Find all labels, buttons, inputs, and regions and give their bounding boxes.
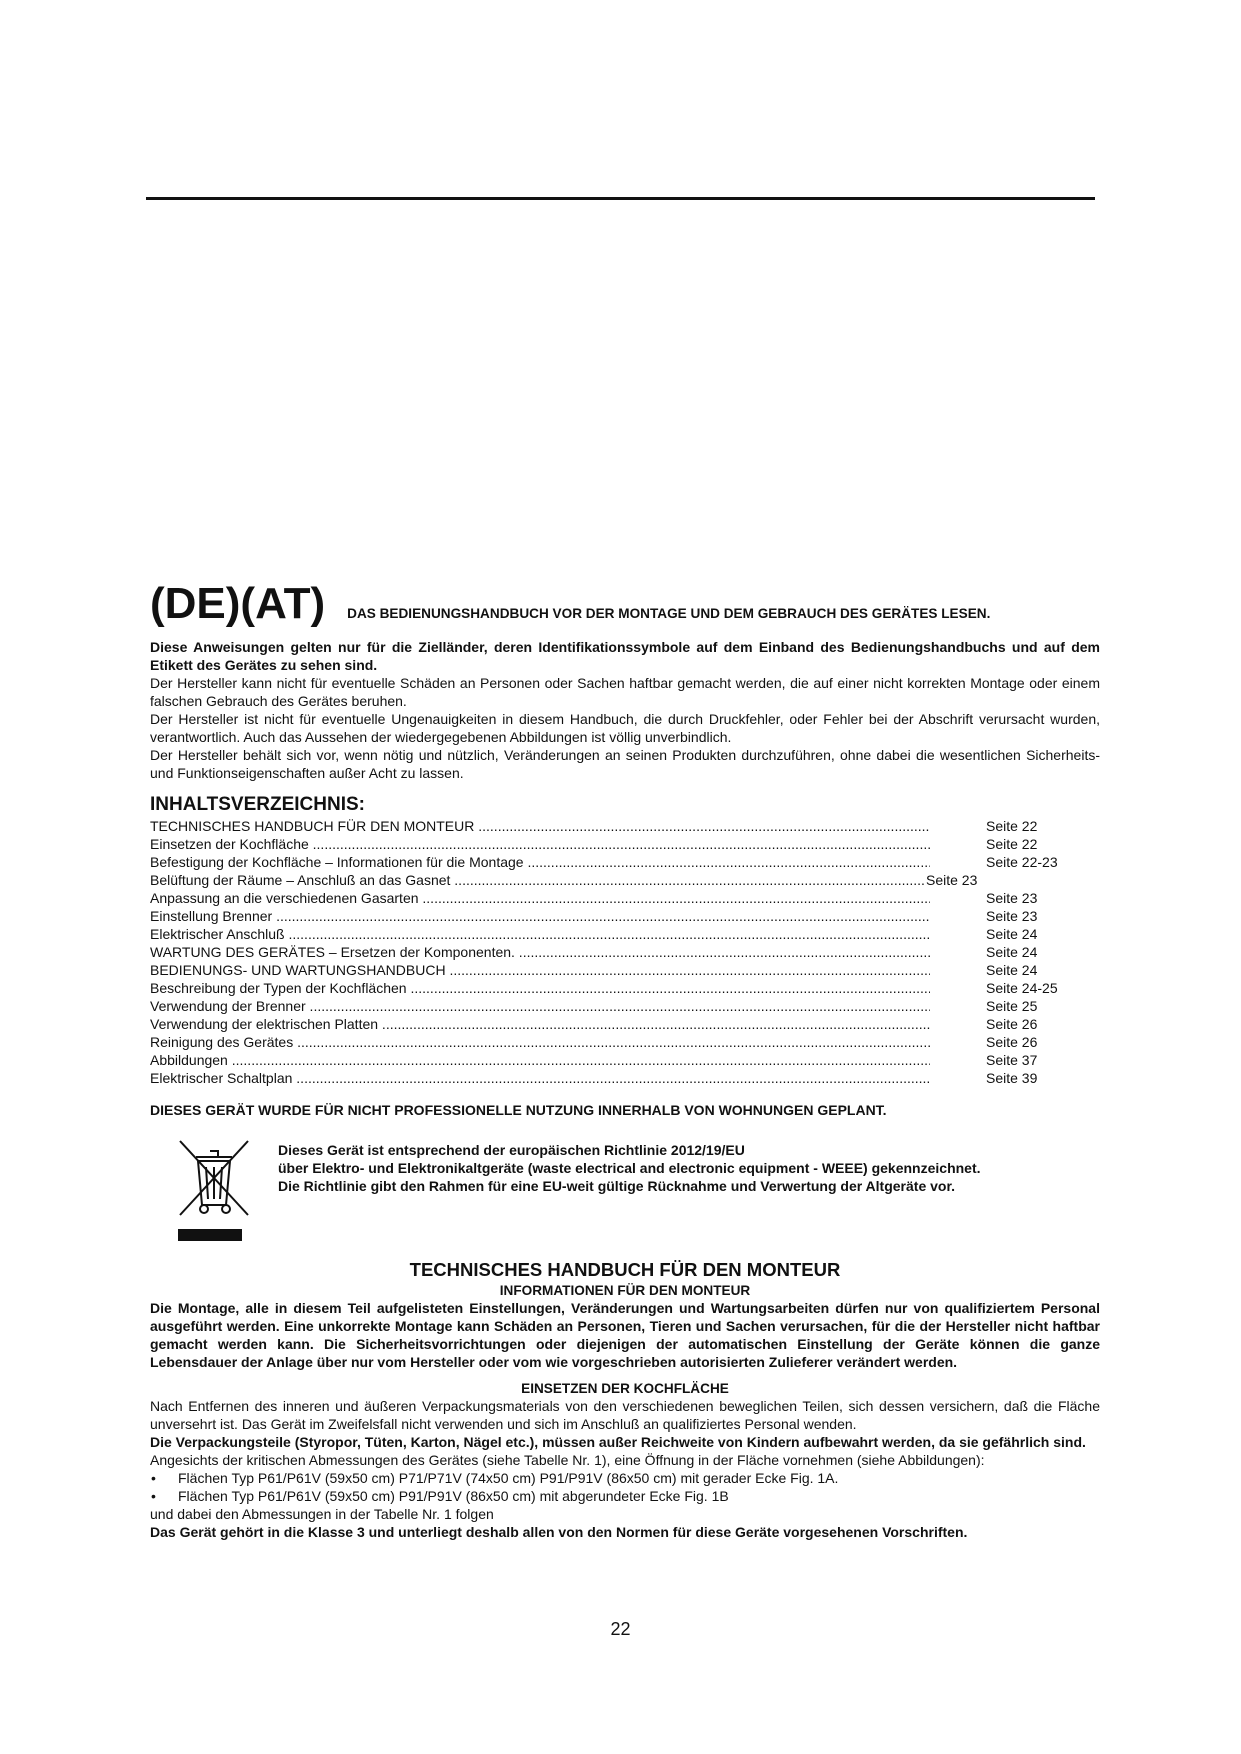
toc-entry xyxy=(150,979,1100,997)
top-horizontal-rule xyxy=(146,197,1095,200)
intro-bold-paragraph: Diese Anweisungen gelten nur für die Zielländer, deren Identifikationssymbole auf dem Einband des Bedienungshandbuchs und auf dem Etikett des Gerätes zu sehen sind. xyxy=(150,639,1100,673)
toc-entry xyxy=(150,1033,1100,1051)
weee-line: Die Richtlinie gibt den Rahmen für eine EU-weit gültige Rücknahme und Verwertung der Altgeräte vor. xyxy=(278,1178,956,1194)
toc-entry-label: Einstellung Brenner ..... xyxy=(150,907,930,925)
toc-entry-label: Anpassung an die verschiedenen Gasarten ..... xyxy=(150,889,930,907)
installation-paragraph: und dabei den Abmessungen in der Tabelle Nr. 1 folgen xyxy=(150,1506,494,1522)
weee-line: über Elektro- und Elektronikaltgeräte (waste electrical and electronic equipment - WEEE) gekennzeichnet. xyxy=(278,1160,981,1176)
toc-entry-page: Seite 23 xyxy=(986,908,1038,924)
toc-entry-page: Seite 23 xyxy=(926,872,978,888)
intro-paragraph: Der Hersteller behält sich vor, wenn nötig und nützlich, Veränderungen an seinen Produkten durchzuführen, ohne dabei die wesentlichen Sicherheits- und Funktionseigenschaften außer Acht zu lassen. xyxy=(150,747,1100,781)
toc-entry xyxy=(150,1015,1100,1033)
page-number: 22 xyxy=(610,1619,631,1639)
toc-entry xyxy=(150,1069,1100,1087)
weee-notice xyxy=(150,1135,1100,1245)
intro-paragraph: Der Hersteller ist nicht für eventuelle Ungenauigkeiten in diesem Handbuch, die durch Druckfehler, oder Fehler bei der Abschrift verursacht wurden, verantwortlich. Auch das Aussehen der wiedergegebenen Abbildungen ist völlig unverbindlich. xyxy=(150,711,1100,745)
toc-entry-page: Seite 22 xyxy=(986,818,1038,834)
toc-entry-label: Verwendung der Brenner ..... xyxy=(150,997,930,1015)
installer-info-paragraph: Die Montage, alle in diesem Teil aufgelisteten Einstellungen, Veränderungen und Wartungsarbeiten dürfen nur von qualifiziertem Personal ausgeführt werden. Eine unkorrekte Montage kann Schäden an Personen, Tieren und Sachen verursachen, für die der Hersteller nicht haftbar gemacht werden kann. Die Sicherheitsvorrichtungen oder diejenigen der automatischen Einstellung der Geräte können die ganze Lebensdauer der Anlage über nur vom Hersteller oder vom wie vorgeschrieben autorisierten Zulieferer verändert werden. xyxy=(150,1300,1100,1370)
language-code: (DE)(AT) xyxy=(150,579,326,628)
hob-type-list xyxy=(150,1469,1100,1505)
toc-entry-label: TECHNISCHES HANDBUCH FÜR DEN MONTEUR ..... xyxy=(150,817,930,835)
toc-title: INHALTSVERZEICHNIS: xyxy=(150,794,365,815)
toc-entry-page: Seite 39 xyxy=(986,1070,1038,1086)
read-manual-headline: DAS BEDIENUNGSHANDBUCH VOR DER MONTAGE UND DEM GEBRAUCH DES GERÄTES LESEN. xyxy=(347,606,991,621)
toc-entry xyxy=(150,853,1100,871)
toc-entry-page: Seite 37 xyxy=(986,1052,1038,1068)
page-content xyxy=(150,580,1100,1541)
intro-paragraph: Der Hersteller kann nicht für eventuelle Schäden an Personen oder Sachen haftbar gemacht werden, die auf einer nicht korrekten Montage oder einem falschen Gebrauch des Gerätes beruhen. xyxy=(150,675,1100,709)
toc-entry-label: Verwendung der elektrischen Platten ..... xyxy=(150,1015,930,1033)
toc-entry-label: Beschreibung der Typen der Kochflächen ..... xyxy=(150,979,930,997)
table-of-contents xyxy=(150,817,1100,1087)
toc-entry-label: Abbildungen ..... xyxy=(150,1051,930,1069)
toc-entry xyxy=(150,817,1100,835)
toc-entry-page: Seite 23 xyxy=(986,890,1038,906)
toc-entry-page: Seite 24 xyxy=(986,962,1038,978)
class-3-notice: Das Gerät gehört in die Klasse 3 und unterliegt deshalb allen von den Normen für diese Geräte vorgesehenen Vorschriften. xyxy=(150,1524,968,1540)
toc-entry-page: Seite 22-23 xyxy=(986,854,1058,870)
installation-paragraph: Nach Entfernen des inneren und äußeren Verpackungsmaterials von den verschiedenen beweglichen Teilen, sich dessen versichern, daß die Fläche unversehrt ist. Das Gerät im Zweifelsfall nicht verwenden und sich im Anschluß an qualifiziertes Personal wenden. xyxy=(150,1398,1100,1432)
list-item: • Flächen Typ P61/P61V (59x50 cm) P71/P71V (74x50 cm) P91/P91V (86x50 cm) mit gerader Ecke Fig. 1A. xyxy=(178,1469,1100,1487)
toc-entry-label: BEDIENUNGS- UND WARTUNGSHANDBUCH ..... xyxy=(150,961,930,979)
weee-line: Dieses Gerät ist entsprechend der europäischen Richtlinie 2012/19/EU xyxy=(278,1142,745,1158)
toc-entry-label: Einsetzen der Kochfläche ..... xyxy=(150,835,930,853)
toc-entry xyxy=(150,907,1100,925)
packaging-warning: Die Verpackungsteile (Styropor, Tüten, Karton, Nägel etc.), müssen außer Reichweite von Kindern aufbewahrt werden, da sie gefährlich sind. xyxy=(150,1434,1086,1450)
toc-entry-page: Seite 22 xyxy=(986,836,1038,852)
toc-entry xyxy=(150,997,1100,1015)
toc-entry xyxy=(150,871,1100,889)
toc-entry xyxy=(150,943,1100,961)
toc-entry-label: Elektrischer Schaltplan ..... xyxy=(150,1069,930,1087)
toc-entry-page: Seite 25 xyxy=(986,998,1038,1014)
weee-text xyxy=(278,1141,981,1245)
crossed-out-wheelie-bin-icon xyxy=(170,1135,260,1245)
toc-entry xyxy=(150,961,1100,979)
toc-entry xyxy=(150,889,1100,907)
toc-entry-page: Seite 26 xyxy=(986,1016,1038,1032)
toc-entry-label: Befestigung der Kochfläche – Informationen für die Montage ..... xyxy=(150,853,930,871)
toc-entry-label: Belüftung der Räume – Anschluß an das Gasnet ..... xyxy=(150,871,925,889)
toc-entry-page: Seite 24 xyxy=(986,926,1038,942)
non-professional-use-notice: DIESES GERÄT WURDE FÜR NICHT PROFESSIONELLE NUTZUNG INNERHALB VON WOHNUNGEN GEPLANT. xyxy=(150,1102,887,1118)
toc-entry xyxy=(150,835,1100,853)
toc-entry-page: Seite 26 xyxy=(986,1034,1038,1050)
toc-entry-label: Reinigung des Gerätes ..... xyxy=(150,1033,930,1051)
toc-entry-label: Elektrischer Anschluß ..... xyxy=(150,925,930,943)
toc-entry xyxy=(150,925,1100,943)
installation-paragraph: Angesichts der kritischen Abmessungen des Gerätes (siehe Tabelle Nr. 1), eine Öffnung in der Fläche vornehmen (siehe Abbildungen): xyxy=(150,1452,985,1468)
toc-entry xyxy=(150,1051,1100,1069)
installation-subtitle: EINSETZEN DER KOCHFLÄCHE xyxy=(521,1381,729,1396)
toc-entry-page: Seite 24-25 xyxy=(986,980,1058,996)
toc-entry-page: Seite 24 xyxy=(986,944,1038,960)
list-item: • Flächen Typ P61/P61V (59x50 cm) P91/P91V (86x50 cm) mit abgerundeter Ecke Fig. 1B xyxy=(178,1487,1100,1505)
installer-info-subtitle: INFORMATIONEN FÜR DEN MONTEUR xyxy=(499,1283,751,1298)
toc-entry-label: WARTUNG DES GERÄTES – Ersetzen der Komponenten. ..... xyxy=(150,943,930,961)
technical-manual-title: TECHNISCHES HANDBUCH FÜR DEN MONTEUR xyxy=(409,1259,841,1280)
language-header xyxy=(150,580,1100,628)
